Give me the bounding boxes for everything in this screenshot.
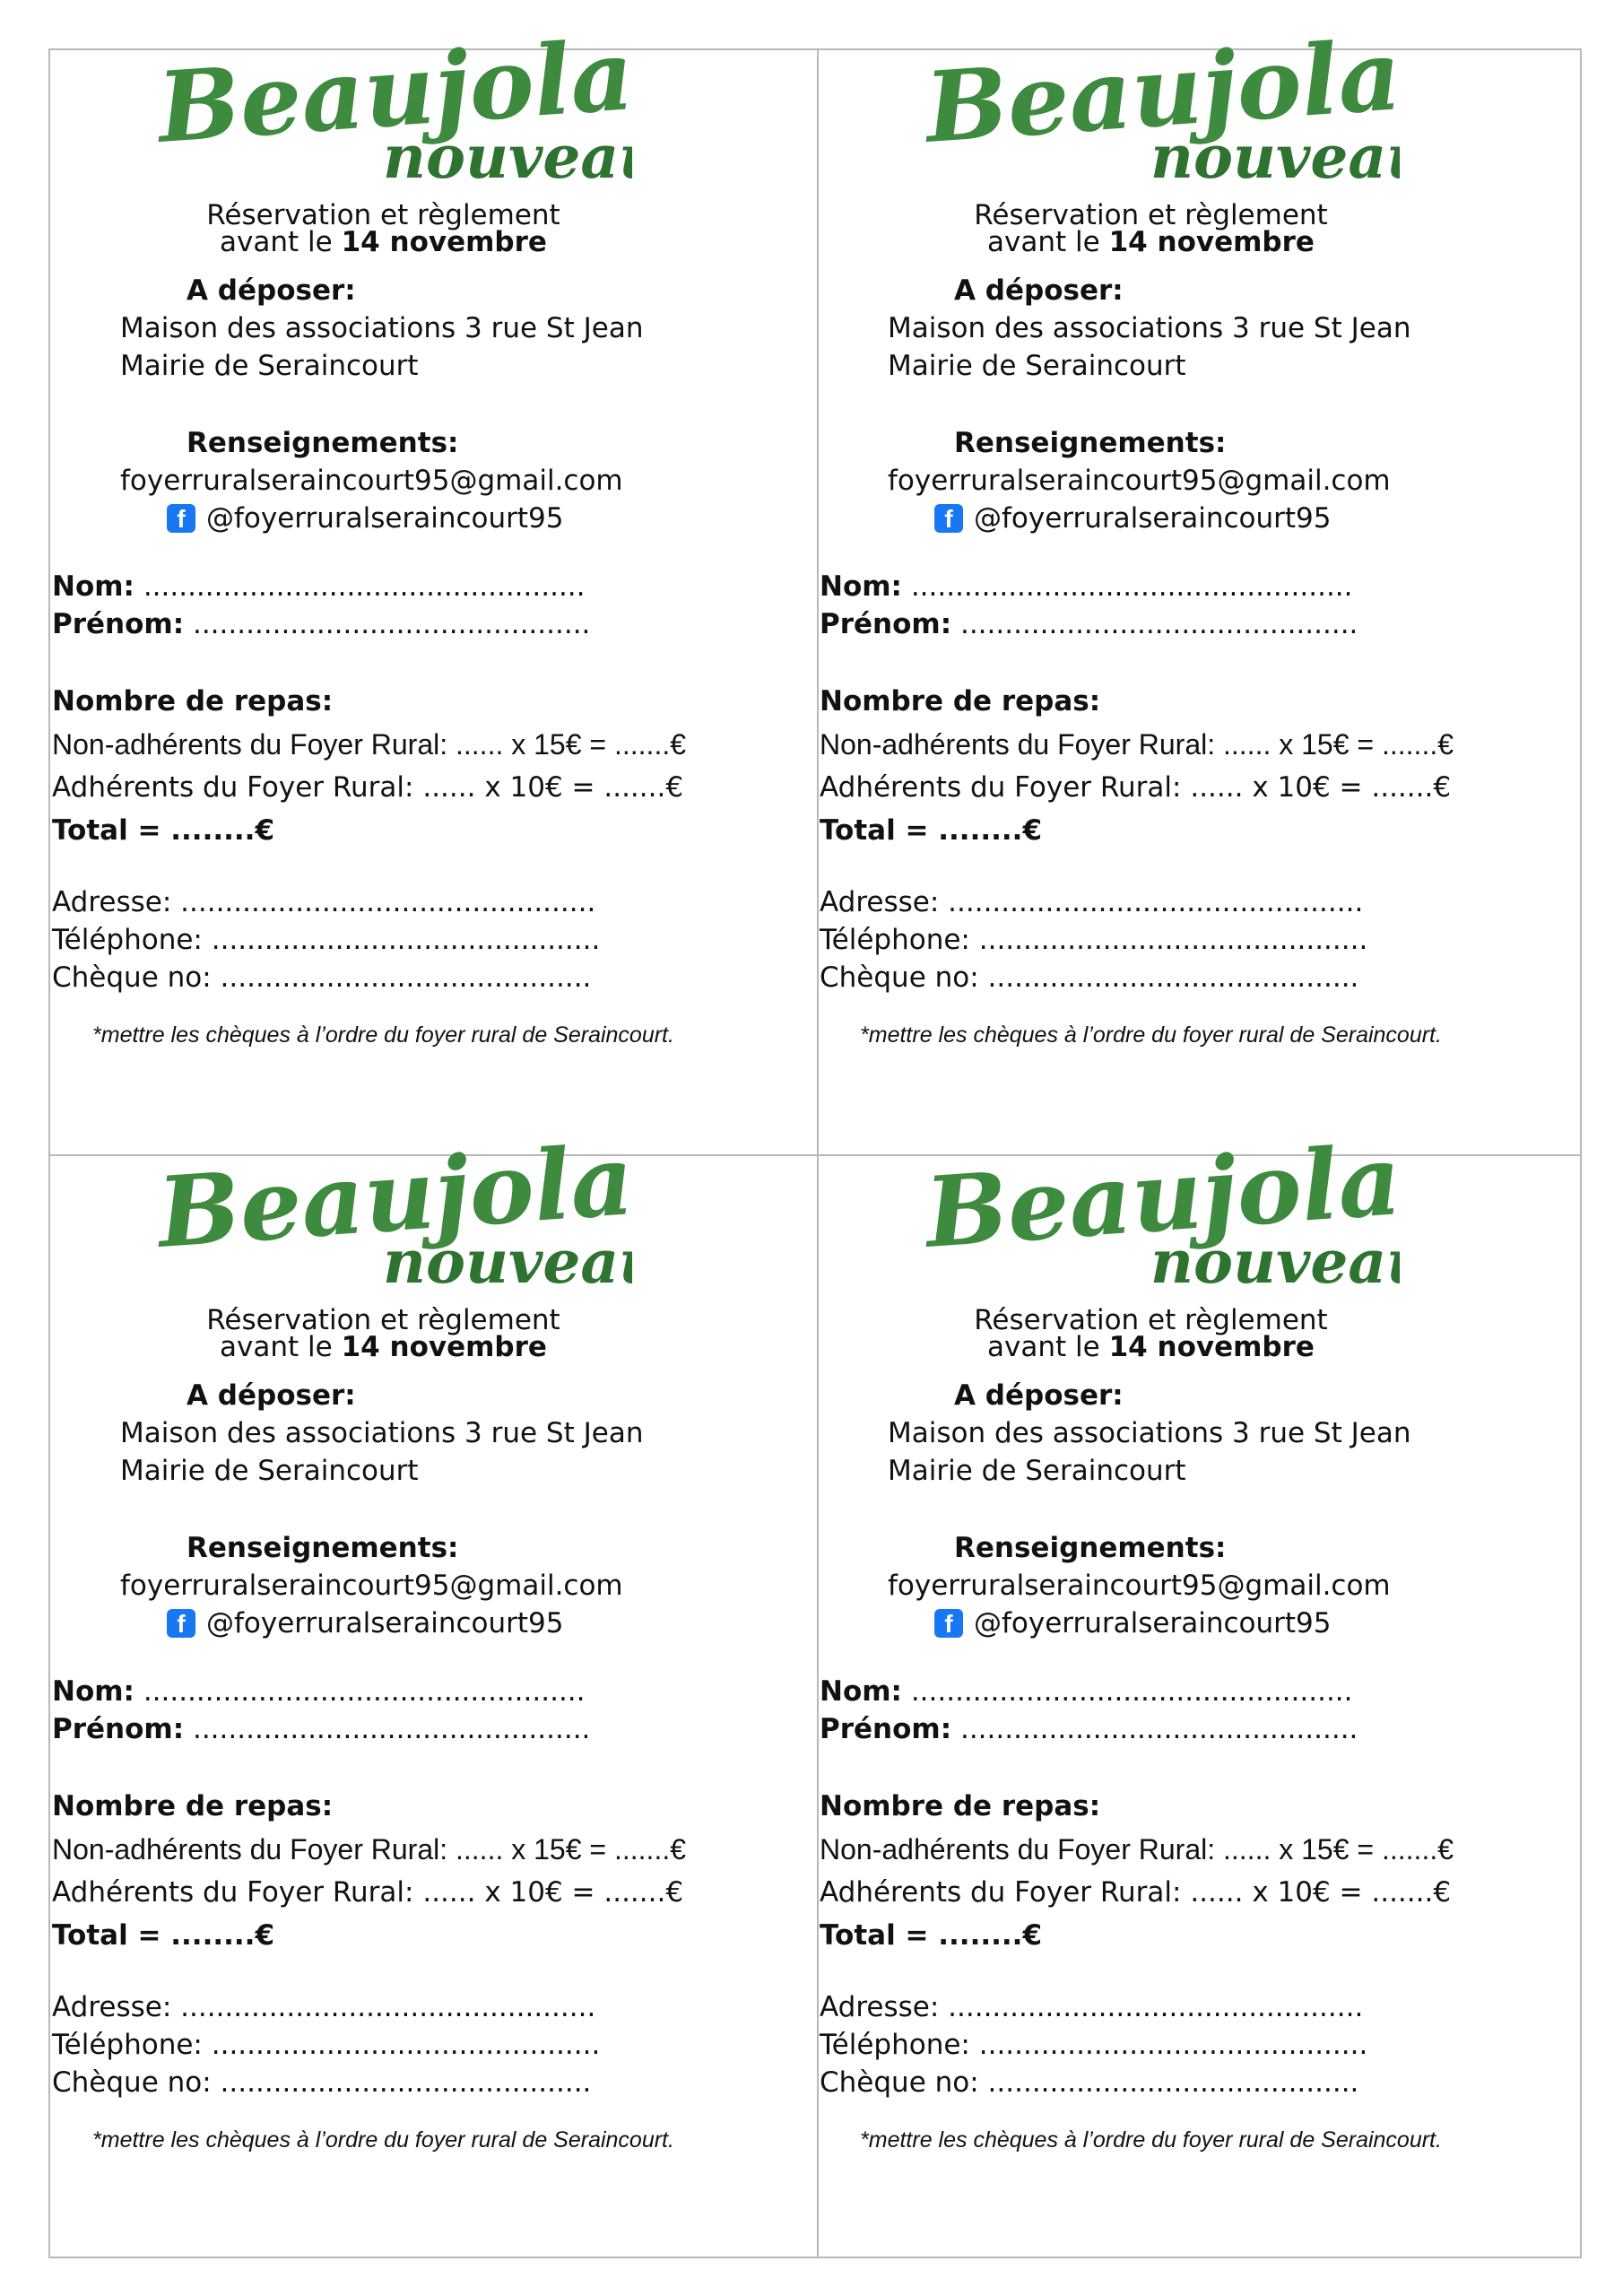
beaujolais-nouveau-logo (148, 1130, 632, 1292)
members-row: Adhérents du Foyer Rural: ...... x 10€ = .......€ (820, 1876, 1452, 1909)
deadline-line (0, 226, 767, 258)
firstname-field (820, 608, 1358, 640)
reservation-coupon (768, 1105, 1534, 2209)
total-row: Total = ........€ (52, 1919, 275, 1952)
name-label: Nom: (820, 1675, 902, 1708)
facebook-row (167, 1607, 563, 1639)
name-label: Nom: (52, 1675, 135, 1708)
name-field (820, 570, 1353, 603)
address-field (52, 886, 595, 918)
members-row: Adhérents du Foyer Rural: ...... x 10€ = .......€ (52, 1876, 684, 1909)
deposit-address-1: Maison des associations 3 rue St Jean (888, 1417, 1411, 1449)
deadline-prefix: avant le (987, 226, 1109, 258)
name-field (820, 1675, 1353, 1708)
address-field (52, 1991, 595, 2023)
deposit-address-1: Maison des associations 3 rue St Jean (888, 312, 1411, 344)
meals-label: Nombre de repas: (820, 685, 1101, 718)
facebook-icon: f (934, 1609, 963, 1638)
name-field (52, 1675, 586, 1708)
info-label: Renseignements: (187, 1532, 459, 1564)
facebook-row (934, 1607, 1331, 1639)
deadline-date: 14 novembre (341, 1331, 547, 1363)
non-members-row: Non-adhérents du Foyer Rural: ...... x 15€ = .......€ (820, 1833, 1454, 1866)
name-dots: .................................................. (910, 1675, 1353, 1708)
cheque-label: Chèque no: (52, 2066, 212, 2099)
facebook-icon: f (167, 504, 195, 533)
meals-label: Nombre de repas: (820, 1790, 1101, 1822)
phone-dots: ............................................ (211, 924, 601, 956)
total-row: Total = ........€ (52, 814, 275, 847)
facebook-handle: @foyerruralseraincourt95 (206, 1607, 564, 1639)
deadline-prefix: avant le (220, 1331, 342, 1363)
deposit-address-1: Maison des associations 3 rue St Jean (120, 312, 644, 344)
phone-label: Téléphone: (52, 924, 203, 956)
logo-line-2: nouvea (383, 122, 620, 187)
deposit-label: A déposer: (187, 274, 356, 307)
address-field (820, 1991, 1363, 2023)
cheque-note: *mettre les chèques à l’ordre du foyer rural de Seraincourt. (860, 1022, 1442, 1048)
address-dots: ............................................... (948, 1991, 1364, 2023)
address-label: Adresse: (820, 886, 940, 918)
phone-dots: ............................................ (211, 2029, 601, 2061)
cheque-label: Chèque no: (820, 961, 979, 994)
info-label: Renseignements: (954, 1532, 1227, 1564)
facebook-row (934, 502, 1331, 535)
deposit-address-2: Mairie de Seraincourt (888, 350, 1186, 382)
address-dots: ............................................... (180, 886, 596, 918)
firstname-field (52, 1713, 590, 1745)
logo-line-2: nouvea (1150, 1227, 1387, 1292)
contact-email: foyerruralseraincourt95@gmail.com (888, 465, 1391, 497)
total-row: Total = ........€ (820, 1919, 1043, 1952)
facebook-handle: @foyerruralseraincourt95 (974, 1607, 1332, 1639)
facebook-row (167, 502, 563, 535)
deadline-line (768, 226, 1534, 258)
reservation-coupon (0, 0, 767, 1104)
deposit-address-2: Mairie de Seraincourt (888, 1455, 1186, 1487)
phone-dots: ............................................ (978, 2029, 1368, 2061)
deadline-line (0, 1331, 767, 1363)
name-label: Nom: (820, 570, 902, 603)
firstname-label: Prénom: (820, 608, 952, 640)
beaujolais-nouveau-logo (916, 1130, 1400, 1292)
facebook-handle: @foyerruralseraincourt95 (206, 502, 564, 535)
facebook-icon: f (934, 504, 963, 533)
phone-dots: ............................................ (978, 924, 1368, 956)
cheque-dots: .......................................... (220, 2066, 592, 2099)
phone-label: Téléphone: (52, 2029, 203, 2061)
members-row: Adhérents du Foyer Rural: ...... x 10€ = .......€ (52, 771, 684, 804)
deposit-label: A déposer: (187, 1379, 356, 1412)
logo-line-1: Beaujolais (922, 25, 1400, 165)
address-dots: ............................................... (180, 1991, 596, 2023)
contact-email: foyerruralseraincourt95@gmail.com (120, 1570, 623, 1602)
non-members-row: Non-adhérents du Foyer Rural: ...... x 15€ = .......€ (52, 728, 687, 761)
cheque-note: *mettre les chèques à l’ordre du foyer rural de Seraincourt. (92, 2127, 674, 2152)
logo-line-2: nouvea (1150, 122, 1387, 187)
contact-email: foyerruralseraincourt95@gmail.com (120, 465, 623, 497)
phone-field (52, 2029, 600, 2061)
total-row: Total = ........€ (820, 814, 1043, 847)
name-dots: .................................................. (143, 570, 586, 603)
reservation-coupon (0, 1105, 767, 2209)
info-label: Renseignements: (954, 427, 1227, 459)
logo-line-1: Beaujolais (922, 1130, 1400, 1270)
firstname-dots: ............................................. (959, 608, 1358, 640)
firstname-dots: ............................................. (959, 1713, 1358, 1745)
firstname-dots: ............................................. (192, 1713, 591, 1745)
cheque-field (52, 961, 591, 994)
cheque-field (52, 2066, 591, 2099)
cheque-dots: .......................................... (987, 2066, 1359, 2099)
cheque-field (820, 2066, 1358, 2099)
cheque-dots: .......................................... (220, 961, 592, 994)
info-label: Renseignements: (187, 427, 459, 459)
name-field (52, 570, 586, 603)
deadline-prefix: avant le (220, 226, 342, 258)
firstname-label: Prénom: (820, 1713, 952, 1745)
address-label: Adresse: (820, 1991, 940, 2023)
reservation-heading: Réservation et règlement (206, 199, 560, 231)
deadline-date: 14 novembre (1108, 226, 1315, 258)
reservation-heading: Réservation et règlement (974, 1304, 1328, 1336)
deposit-label: A déposer: (954, 1379, 1124, 1412)
firstname-field (52, 608, 590, 640)
phone-field (820, 2029, 1367, 2061)
firstname-label: Prénom: (52, 1713, 185, 1745)
name-dots: .................................................. (143, 1675, 586, 1708)
deadline-line (768, 1331, 1534, 1363)
phone-field (52, 924, 600, 956)
deposit-address-2: Mairie de Seraincourt (120, 350, 419, 382)
facebook-handle: @foyerruralseraincourt95 (974, 502, 1332, 535)
address-label: Adresse: (52, 1991, 172, 2023)
firstname-dots: ............................................. (192, 608, 591, 640)
meals-label: Nombre de repas: (52, 685, 334, 718)
firstname-label: Prénom: (52, 608, 185, 640)
non-members-row: Non-adhérents du Foyer Rural: ...... x 15€ = .......€ (820, 728, 1454, 761)
meals-label: Nombre de repas: (52, 1790, 334, 1822)
phone-label: Téléphone: (820, 924, 970, 956)
reservation-coupon (768, 0, 1534, 1104)
deposit-address-2: Mairie de Seraincourt (120, 1455, 419, 1487)
non-members-row: Non-adhérents du Foyer Rural: ...... x 15€ = .......€ (52, 1833, 687, 1866)
address-dots: ............................................... (948, 886, 1364, 918)
phone-label: Téléphone: (820, 2029, 970, 2061)
facebook-icon: f (167, 1609, 195, 1638)
cheque-label: Chèque no: (52, 961, 212, 994)
cheque-dots: .......................................... (987, 961, 1359, 994)
cheque-label: Chèque no: (820, 2066, 979, 2099)
reservation-heading: Réservation et règlement (974, 199, 1328, 231)
cheque-note: *mettre les chèques à l’ordre du foyer rural de Seraincourt. (92, 1022, 674, 1048)
logo-line-2: nouvea (383, 1227, 620, 1292)
name-label: Nom: (52, 570, 135, 603)
logo-line-1: Beaujolais (154, 1130, 632, 1270)
deadline-prefix: avant le (987, 1331, 1109, 1363)
deposit-label: A déposer: (954, 274, 1124, 307)
logo-line-1: Beaujolais (154, 25, 632, 165)
deadline-date: 14 novembre (341, 226, 547, 258)
beaujolais-nouveau-logo (148, 25, 632, 187)
members-row: Adhérents du Foyer Rural: ...... x 10€ = .......€ (820, 771, 1452, 804)
deposit-address-1: Maison des associations 3 rue St Jean (120, 1417, 644, 1449)
phone-field (820, 924, 1367, 956)
contact-email: foyerruralseraincourt95@gmail.com (888, 1570, 1391, 1602)
cheque-note: *mettre les chèques à l’ordre du foyer rural de Seraincourt. (860, 2127, 1442, 2152)
cheque-field (820, 961, 1358, 994)
firstname-field (820, 1713, 1358, 1745)
reservation-heading: Réservation et règlement (206, 1304, 560, 1336)
beaujolais-nouveau-logo (916, 25, 1400, 187)
address-field (820, 886, 1363, 918)
name-dots: .................................................. (910, 570, 1353, 603)
address-label: Adresse: (52, 886, 172, 918)
deadline-date: 14 novembre (1108, 1331, 1315, 1363)
